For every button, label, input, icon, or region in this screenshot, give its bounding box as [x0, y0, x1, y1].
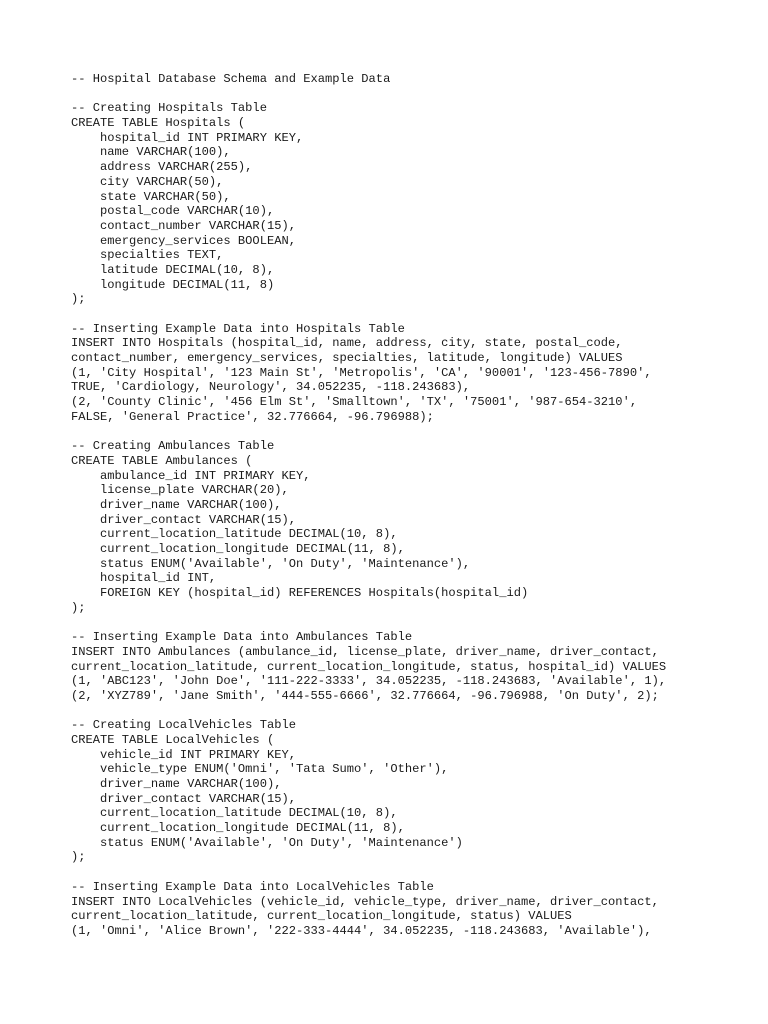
code-line: (1, 'ABC123', 'John Doe', '111-222-3333', 34.052235, -118.243683, 'Available', 1),	[71, 674, 667, 689]
code-line: current_location_latitude, current_location_longitude, status) VALUES	[71, 909, 572, 924]
code-line: hospital_id INT,	[71, 571, 217, 586]
code-line: postal_code VARCHAR(10),	[71, 204, 275, 219]
code-line: current_location_latitude, current_location_longitude, status, hospital_id) VALUES	[71, 659, 667, 674]
code-line: current_location_latitude DECIMAL(10, 8),	[71, 806, 398, 821]
sql-comment-line: -- Hospital Database Schema and Example Data	[71, 72, 391, 86]
code-line: emergency_services BOOLEAN,	[71, 233, 296, 248]
code-line: latitude DECIMAL(10, 8),	[71, 262, 275, 277]
blank-line	[71, 865, 761, 880]
code-line: longitude DECIMAL(11, 8)	[71, 277, 275, 292]
blank-line	[71, 704, 761, 719]
code-line: driver_name VARCHAR(100),	[71, 777, 282, 791]
code-line: (2, 'XYZ789', 'Jane Smith', '444-555-6666', 32.776664, -96.796988, 'On Duty', 2);	[71, 688, 659, 703]
create-table-line: CREATE TABLE Ambulances (	[71, 453, 253, 468]
create-table-line: CREATE TABLE LocalVehicles (	[71, 732, 275, 747]
code-line: FALSE, 'General Practice', 32.776664, -96.796988);	[71, 409, 434, 424]
blank-line	[71, 87, 761, 102]
insert-statement-line: INSERT INTO LocalVehicles (vehicle_id, vehicle_type, driver_name, driver_contact,	[71, 894, 659, 909]
sql-comment-line: -- Inserting Example Data into Ambulances Table	[71, 630, 413, 645]
code-line: vehicle_type ENUM('Omni', 'Tata Sumo', 'Other'),	[71, 762, 449, 777]
code-line: ambulance_id INT PRIMARY KEY,	[71, 468, 311, 483]
sql-code-block	[71, 72, 761, 939]
code-line: );	[71, 850, 86, 865]
code-line: current_location_latitude DECIMAL(10, 8),	[71, 527, 398, 542]
code-line: state VARCHAR(50),	[71, 189, 231, 204]
code-line: );	[71, 600, 86, 615]
create-table-line: CREATE TABLE Hospitals (	[71, 116, 246, 131]
sql-comment-line: -- Inserting Example Data into Hospitals Table	[71, 321, 405, 336]
code-line: address VARCHAR(255),	[71, 160, 253, 175]
code-line: city VARCHAR(50),	[71, 174, 224, 189]
code-line: vehicle_id INT PRIMARY KEY,	[71, 747, 296, 762]
code-line: name VARCHAR(100),	[71, 145, 231, 160]
code-line: driver_contact VARCHAR(15),	[71, 512, 296, 527]
code-line: specialties TEXT,	[71, 248, 224, 263]
blank-line	[71, 425, 761, 440]
blank-line	[71, 615, 761, 630]
document-page	[71, 72, 761, 939]
code-line: TRUE, 'Cardiology, Neurology', 34.052235, -118.243683),	[71, 380, 471, 395]
code-line: );	[71, 292, 86, 307]
code-line: contact_number VARCHAR(15),	[71, 218, 296, 233]
code-line: (2, 'County Clinic', '456 Elm St', 'Smalltown', 'TX', '75001', '987-654-3210',	[71, 395, 638, 410]
sql-comment-line: -- Creating LocalVehicles Table	[71, 718, 296, 733]
code-line: driver_name VARCHAR(100),	[71, 497, 282, 512]
sql-comment-line: -- Inserting Example Data into LocalVehicles Table	[71, 879, 434, 894]
code-line: hospital_id INT PRIMARY KEY,	[71, 130, 304, 145]
code-line: license_plate VARCHAR(20),	[71, 483, 289, 498]
code-line: contact_number, emergency_services, specialties, latitude, longitude) VALUES	[71, 351, 623, 366]
blank-line	[71, 307, 761, 322]
code-line: (1, 'Omni', 'Alice Brown', '222-333-4444', 34.052235, -118.243683, 'Available'),	[71, 923, 652, 938]
code-line: status ENUM('Available', 'On Duty', 'Maintenance')	[71, 835, 463, 850]
sql-comment-line: -- Creating Ambulances Table	[71, 439, 275, 454]
sql-comment-line: -- Creating Hospitals Table	[71, 101, 267, 116]
insert-statement-line: INSERT INTO Ambulances (ambulance_id, license_plate, driver_name, driver_contact,	[71, 644, 659, 659]
code-line: (1, 'City Hospital', '123 Main St', 'Metropolis', 'CA', '90001', '123-456-7890',	[71, 365, 652, 380]
code-line: driver_contact VARCHAR(15),	[71, 791, 296, 806]
insert-statement-line: INSERT INTO Hospitals (hospital_id, name, address, city, state, postal_code,	[71, 336, 623, 351]
code-line: status ENUM('Available', 'On Duty', 'Maintenance'),	[71, 556, 471, 571]
code-line: FOREIGN KEY (hospital_id) REFERENCES Hospitals(hospital_id)	[71, 586, 529, 601]
code-line: current_location_longitude DECIMAL(11, 8),	[71, 821, 405, 836]
code-line: current_location_longitude DECIMAL(11, 8),	[71, 542, 405, 556]
